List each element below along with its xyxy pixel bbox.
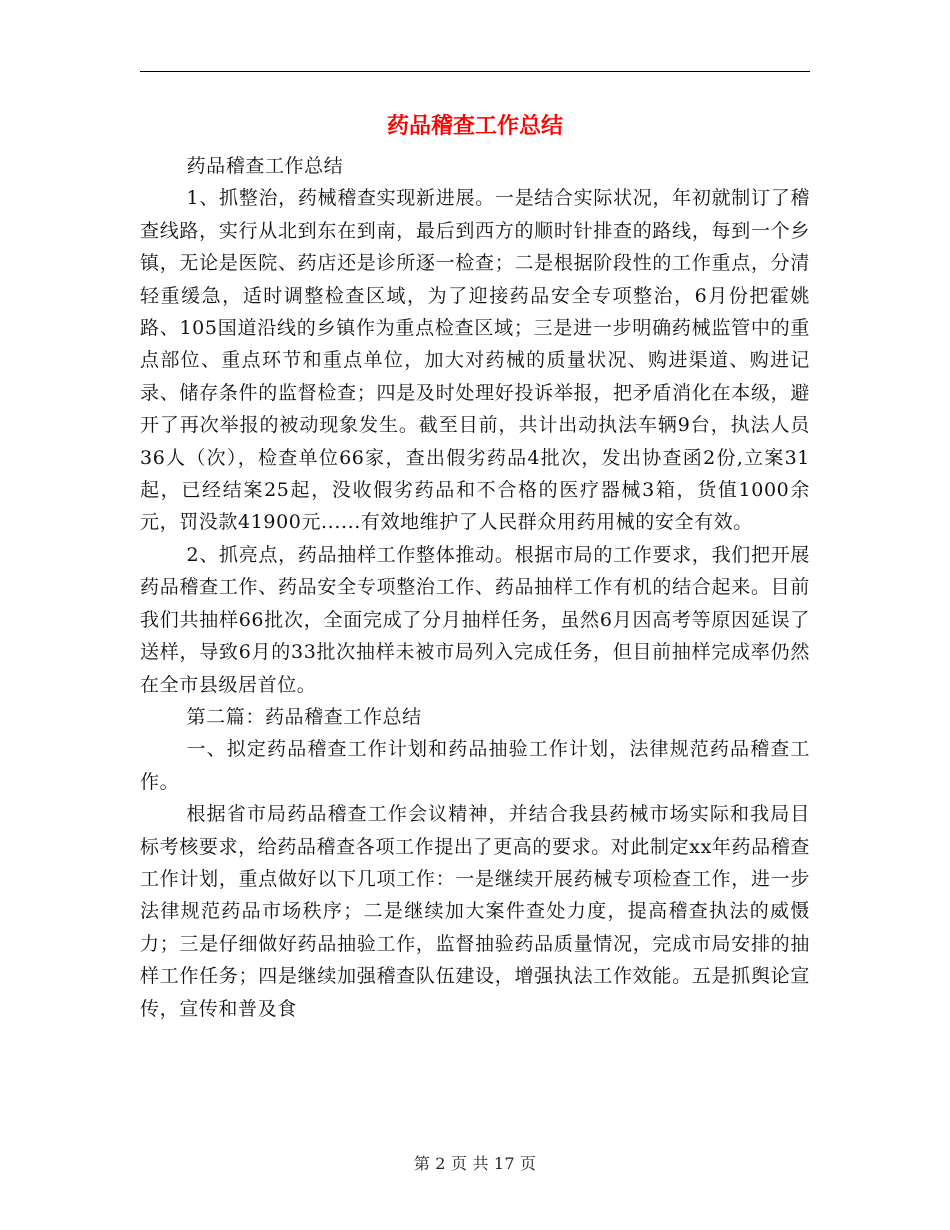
header-rule [140,71,810,72]
paragraph-part-two-item-1: 一、拟定药品稽查工作计划和药品抽验工作计划，法律规范药品稽查工作。 [140,738,810,793]
paragraph-section-1: 1、抓整治，药械稽查实现新进展。一是结合实际状况，年初就制订了稽查线路，实行从北到东在到南，最后到西方的顺时针排查的路线，每到一个乡镇，无论是医院、药店还是诊所逐一检查；二是根据阶段性的工作重点，分清轻重缓急，适时调整检查区域，为了迎接药品安全专项整治，6月份把霍姚路、105国道沿线的乡镇作为重点检查区域；三是进一步明确药械监管中的重点部位、重点环节和重点单位，加大对药械的质量状况、购进渠道、购进记录、储存条件的监督检查；四是及时处理好投诉举报，把矛盾消化在本级，避开了再次举报的被动现象发生。截至目前，共计出动执法车辆9台，执法人员36人（次），检查单位66家，查出假劣药品4批次，发出协查函2份,立案31起，已经结案25起，没收假劣药品和不合格的医疗器械3箱，货值1000余元，罚没款41900元......有效地维护了人民群众用药用械的安全有效。 [140,187,810,534]
paragraph-section-2: 2、抓亮点，药品抽样工作整体推动。根据市局的工作要求，我们把开展药品稽查工作、药品安全专项整治工作、药品抽样工作有机的结合起来。目前我们共抽样66批次，全面完成了分月抽样任务，虽然6月因高考等原因延误了送样，导致6月的33批次抽样未被市局列入完成任务，但目前抽样完成率仍然在全市县级居首位。 [140,543,810,696]
paragraph-part-two-body: 根据省市局药品稽查工作会议精神，并结合我县药械市场实际和我局目标考核要求，给药品稽查各项工作提出了更高的要求。对此制定xx年药品稽查工作计划，重点做好以下几项工作：一是继续开展药械专项检查工作，进一步法律规范药品市场秩序；二是继续加大案件查处力度，提高稽查执法的威慑力；三是仔细做好药品抽验工作，监督抽验药品质量情况，完成市局安排的抽样工作任务；四是继续加强稽查队伍建设，增强执法工作效能。五是抓舆论宣传，宣传和普及食 [140,803,810,1020]
page-footer [0,1153,950,1175]
document-title: 药品稽查工作总结 [386,113,563,139]
paragraph-part-two-heading: 第二篇：药品稽查工作总结 [186,705,422,728]
paragraph-subtitle: 药品稽查工作总结 [186,155,344,177]
document-body [140,150,810,1025]
page-number-label: 第 2 页 共 17 页 [413,1154,537,1173]
